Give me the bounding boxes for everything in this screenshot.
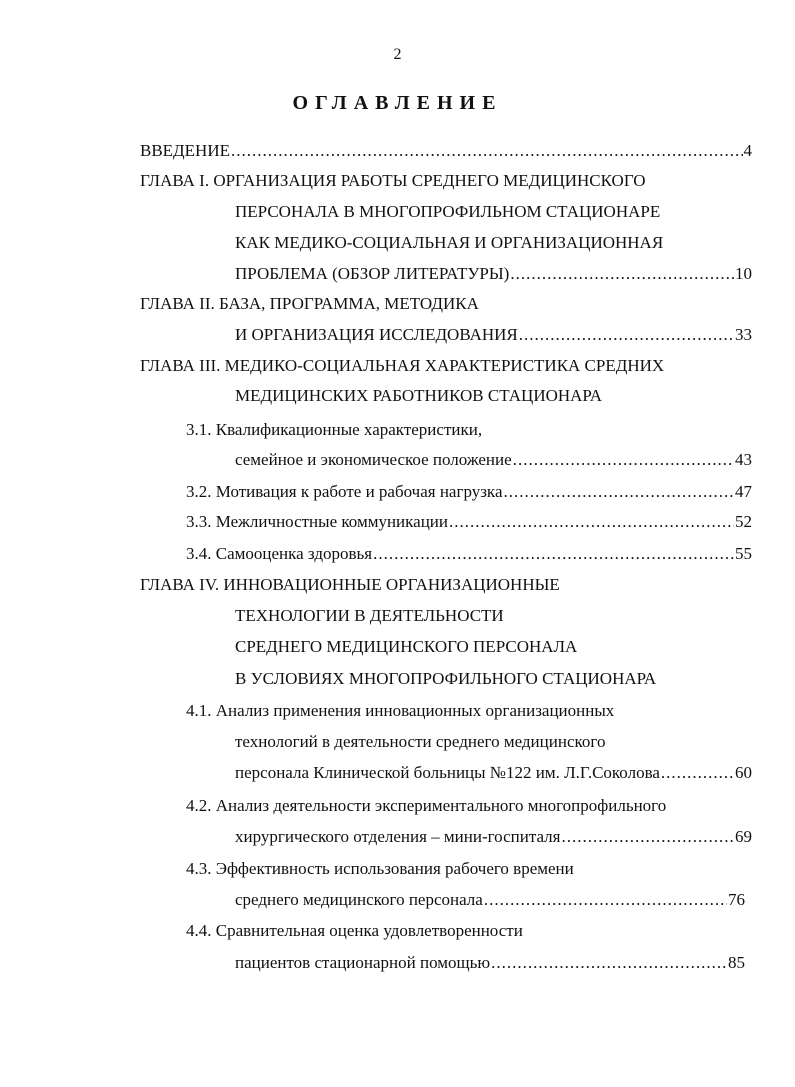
toc-entry-title: хирургического отделения – мини-госпиталя [235, 827, 561, 846]
toc-entry-section-3-1[interactable] [235, 447, 752, 473]
toc-chapter-4-line-3: СРЕДНЕГО МЕДИЦИНСКОГО ПЕРСОНАЛА [235, 637, 578, 656]
dot-leader [503, 479, 734, 505]
toc-entry-title: пациентов стационарной помощью [235, 953, 491, 972]
toc-entry-section-3-2[interactable] [186, 479, 752, 505]
toc-entry-title: семейное и экономическое положение [235, 450, 512, 469]
toc-page-number: 4 [743, 141, 752, 160]
toc-section-4-2-line-1: 4.2. Анализ деятельности экспериментального многопрофильного [186, 796, 667, 815]
toc-page-number: 47 [735, 482, 752, 501]
dot-leader [561, 824, 734, 850]
toc-section-4-1-line-2: технологий в деятельности среднего медицинского [235, 732, 606, 751]
toc-chapter-1-line-2: ПЕРСОНАЛА В МНОГОПРОФИЛЬНОМ СТАЦИОНАРЕ [235, 202, 661, 221]
page-number: 2 [393, 46, 402, 63]
toc-section-4-3-line-1: 4.3. Эффективность использования рабочего времени [186, 859, 574, 878]
dot-leader [484, 887, 727, 913]
toc-chapter-4-line-4: В УСЛОВИЯХ МНОГОПРОФИЛЬНОГО СТАЦИОНАРА [235, 669, 657, 688]
toc-page-number: 52 [735, 512, 752, 531]
toc-page-number: 43 [735, 450, 752, 469]
toc-page-number: 10 [735, 264, 752, 283]
toc-section-4-4-line-1: 4.4. Сравнительная оценка удовлетворенности [186, 921, 523, 940]
toc-page-number: 55 [735, 544, 752, 563]
toc-entry-title: ПРОБЛЕМА (ОБЗОР ЛИТЕРАТУРЫ) [235, 264, 510, 283]
page-title: ОГЛАВЛЕНИЕ [292, 92, 503, 114]
toc-chapter-2-line-1: ГЛАВА II. БАЗА, ПРОГРАММА, МЕТОДИКА [140, 294, 479, 313]
toc-entry-title: 3.2. Мотивация к работе и рабочая нагрузка [186, 482, 503, 501]
toc-entry-section-4-1[interactable] [235, 760, 752, 786]
dot-leader [231, 138, 743, 164]
dot-leader [510, 261, 734, 287]
toc-entry-title: ВВЕДЕНИЕ [140, 141, 230, 160]
toc-entry-section-3-4[interactable] [186, 541, 752, 567]
toc-entry-section-3-3[interactable] [186, 509, 752, 535]
toc-page-number: 69 [735, 827, 752, 846]
toc-entry-section-4-2[interactable] [235, 824, 752, 850]
toc-chapter-4-line-2: ТЕХНОЛОГИИ В ДЕЯТЕЛЬНОСТИ [235, 606, 504, 625]
toc-entry-title: 3.4. Самооценка здоровья [186, 544, 373, 563]
toc-entry-section-4-4[interactable] [235, 950, 745, 976]
toc-chapter-1-line-1: ГЛАВА I. ОРГАНИЗАЦИЯ РАБОТЫ СРЕДНЕГО МЕДИЦИНСКОГО [140, 171, 646, 190]
dot-leader [661, 760, 734, 786]
toc-section-4-1-line-1: 4.1. Анализ применения инновационных организационных [186, 701, 615, 720]
toc-chapter-3-line-1: ГЛАВА III. МЕДИКО-СОЦИАЛЬНАЯ ХАРАКТЕРИСТИКА СРЕДНИХ [140, 356, 665, 375]
toc-entry-title: 3.3. Межличностные коммуникации [186, 512, 448, 531]
toc-entry-title: среднего медицинского персонала [235, 890, 483, 909]
toc-entry-section-4-3[interactable] [235, 887, 745, 913]
toc-entry-chapter-1[interactable] [235, 261, 752, 287]
toc-section-3-1-line-1: 3.1. Квалификационные характеристики, [186, 420, 483, 439]
toc-page-number: 85 [728, 953, 745, 972]
toc-chapter-4-line-1: ГЛАВА IV. ИННОВАЦИОННЫЕ ОРГАНИЗАЦИОННЫЕ [140, 575, 560, 594]
dot-leader [373, 541, 734, 567]
toc-entry-title: И ОРГАНИЗАЦИЯ ИССЛЕДОВАНИЯ [235, 325, 518, 344]
toc-chapter-1-line-3: КАК МЕДИКО-СОЦИАЛЬНАЯ И ОРГАНИЗАЦИОННАЯ [235, 233, 664, 252]
toc-page-number: 76 [728, 890, 745, 909]
toc-entry-intro[interactable] [140, 138, 752, 164]
toc-entry-chapter-2[interactable] [235, 322, 752, 348]
toc-entry-title: персонала Клинической больницы №122 им. Л.Г.Соколова [235, 763, 660, 782]
dot-leader [513, 447, 734, 473]
dot-leader [449, 509, 734, 535]
toc-chapter-3-line-2: МЕДИЦИНСКИХ РАБОТНИКОВ СТАЦИОНАРА [235, 386, 602, 405]
dot-leader [519, 322, 734, 348]
dot-leader [491, 950, 727, 976]
toc-page-number: 33 [735, 325, 752, 344]
toc-page-number: 60 [735, 763, 752, 782]
